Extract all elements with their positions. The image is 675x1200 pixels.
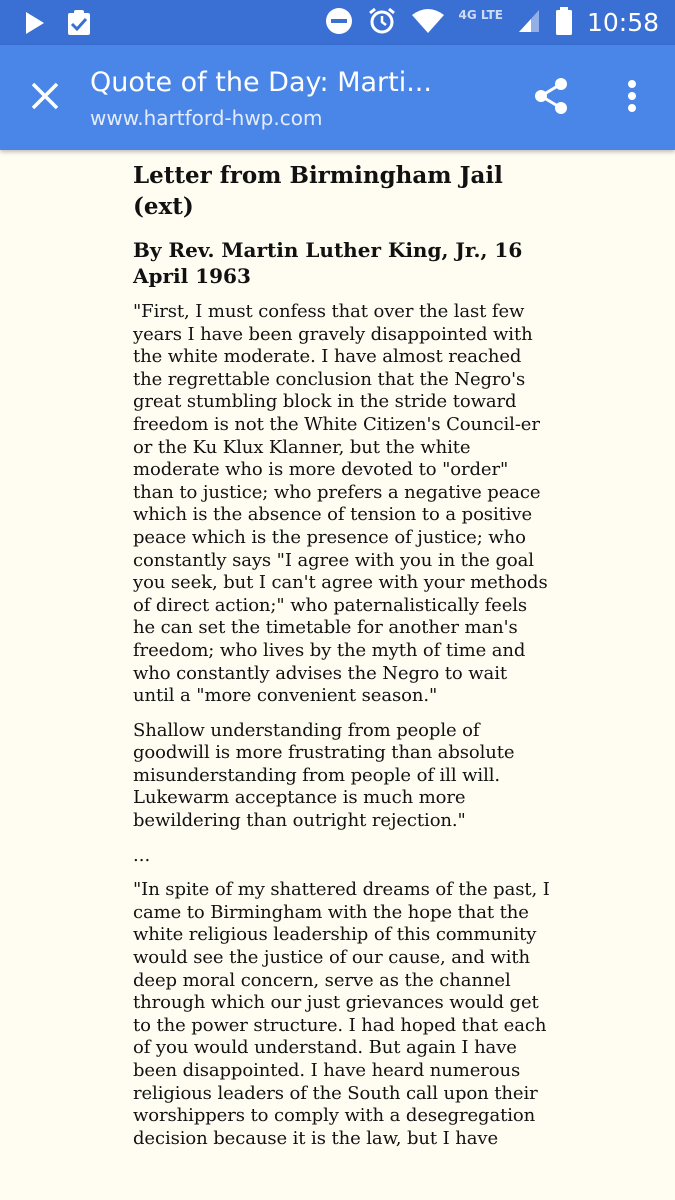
article-title: Letter from Birmingham Jail (ext) [133,162,503,220]
share-icon [532,77,570,119]
network-type-label: 4G LTE [458,7,503,22]
close-icon [30,81,60,115]
clipboard-check-icon [66,9,92,41]
url-label[interactable]: www.hartford-hwp.com [90,106,323,130]
article-content [133,160,553,1150]
more-vert-icon [627,79,637,117]
article-paragraph: "In spite of my shattered dreams of the past, I came to Birmingham with the hope that the white religious leadership of this community would see the justice of our cause, and with deep moral concern, serve as the channel through which our just grievances would get to the power structure. I had hoped that each of you would understand. But again I have been disappointed. I have heard numerous religious leaders of the South call upon their worshippers to comply with a desegregation decision because it is the law, but I have [133,879,550,1149]
custom-tab-toolbar [0,45,675,150]
article-ellipsis: ... [133,844,151,866]
play-icon [22,10,46,40]
article-paragraph: "First, I must confess that over the last few years I have been gravely disappointed with the white moderate. I have almost reached the regrettable conclusion that the Negro's great stumbling block in the stride toward freedom is not the White Citizen's Council-er or the Ku Klux Klanner, but the white moderate who is more devoted to "order" than to justice; who prefers a negative peace which is the absence of tension to a positive peace which is the presence of justice; who constantly says "I agree with you in the goal you seek, but I can't agree with your methods of direct action;" who paternalistically feels he can set the timetable for another man's freedom; who lives by the myth of time and who constantly advises the Negro to wait until a "more convenient season." [133,301,548,707]
wifi-icon [411,8,445,38]
do-not-disturb-icon [325,7,353,39]
status-bar [0,0,675,45]
share-button[interactable] [528,75,574,121]
more-options-button[interactable] [612,75,652,121]
alarm-icon [367,6,397,40]
clock: 10:58 [586,8,659,37]
close-button[interactable] [20,73,70,123]
article-byline: By Rev. Martin Luther King, Jr., 16 April 1963 [133,238,523,288]
battery-icon [555,6,573,40]
article-paragraph: Shallow understanding from people of goodwill is more frustrating than absolute misunderstanding from people of ill will. Lukewarm acceptance is much more bewildering than outright rejection." [133,719,515,832]
signal-icon [517,8,541,38]
page-title-bar: Quote of the Day: Marti... [90,67,432,98]
